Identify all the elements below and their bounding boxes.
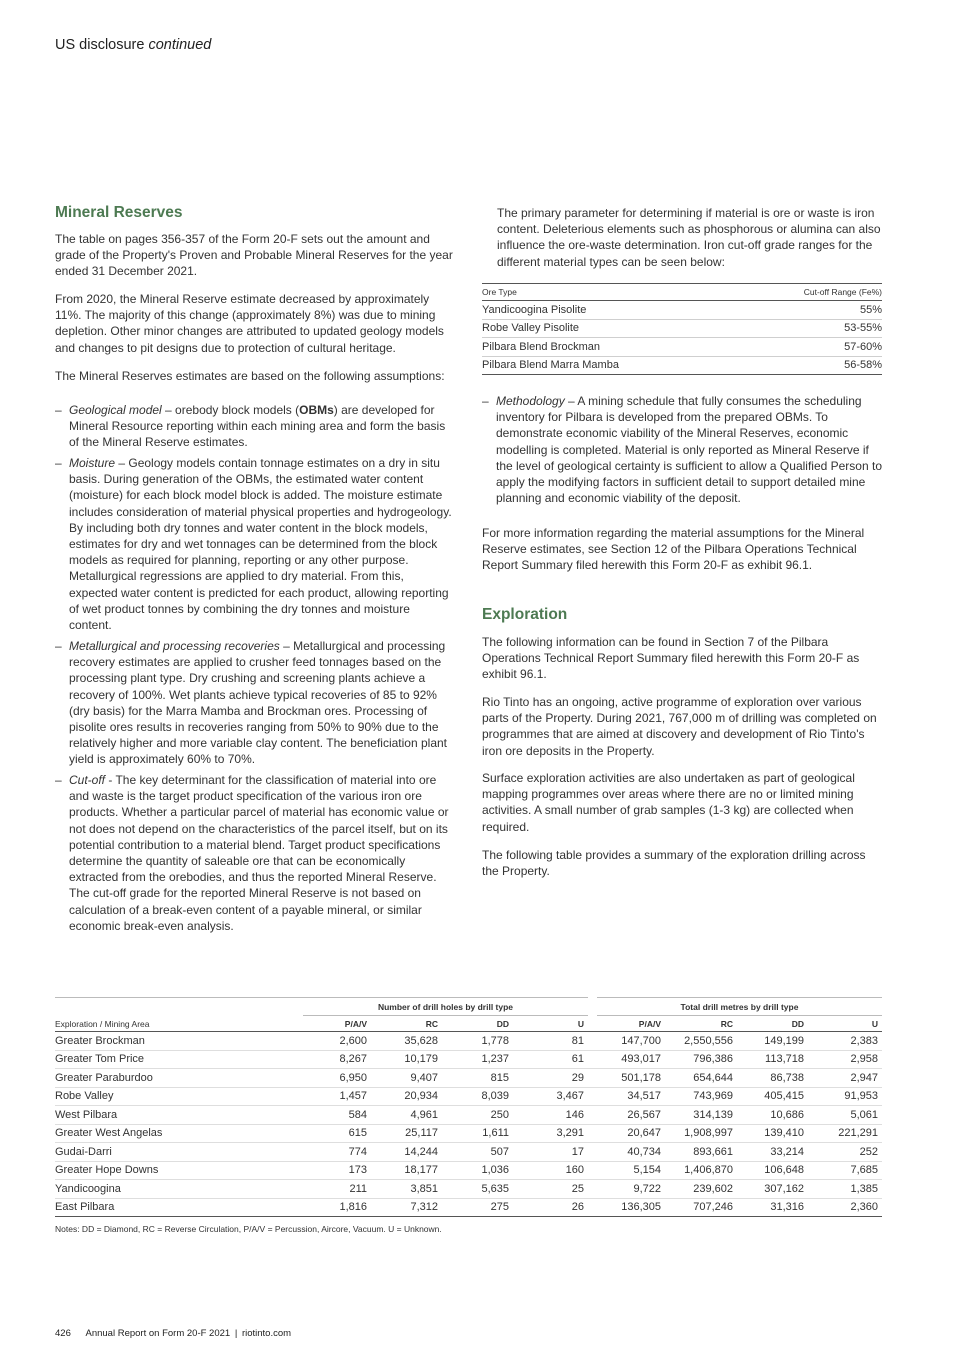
cutoff-ore-type: Pilbara Blend Brockman — [482, 338, 737, 357]
bullet-body: – Metallurgical and processing recovery estimates are applied to crusher feed tonnages based on the processing plant type. Dry crushing and screening plants achieve a recovery of 100%. Wet plants achieve typical recoveries of 85 to 92% (dry basis) for the Marra Mamba and Brockman ores. Processing of pisolite ores results in recoveries ranging from 50% to 90% due to the relatively higher and more variable clay content. The beneficiation plant yield is approximately 60% to 70%. — [69, 639, 447, 767]
bullet-term: Methodology — [496, 394, 565, 408]
drill-value-cell: 1,457 — [303, 1087, 371, 1106]
exploration-heading: Exploration — [482, 606, 568, 623]
drill-value-cell: 1,908,997 — [665, 1124, 737, 1143]
drill-value-cell: 2,600 — [303, 1032, 371, 1051]
bullet-text — [69, 402, 455, 451]
drill-value-cell: 405,415 — [737, 1087, 808, 1106]
drill-value-cell: 893,661 — [665, 1143, 737, 1162]
drill-area-cell: Yandicoogina — [55, 1180, 303, 1199]
cutoff-table-header-row — [482, 284, 882, 301]
cutoff-range: 55% — [737, 301, 882, 320]
drill-value-cell: 25 — [513, 1180, 588, 1199]
drill-value-cell: 29 — [513, 1069, 588, 1088]
drill-value-cell: 743,969 — [665, 1087, 737, 1106]
drill-value-cell: 173 — [303, 1161, 371, 1180]
bullet-text — [496, 393, 886, 506]
drill-area-cell: Greater Brockman — [55, 1032, 303, 1051]
drill-value-cell: 1,385 — [808, 1180, 882, 1199]
drill-value-cell: 31,316 — [737, 1198, 808, 1217]
drill-value-cell: 136,305 — [588, 1198, 665, 1217]
drill-area-cell: Greater West Angelas — [55, 1124, 303, 1143]
mineral-reserves-para-3: The Mineral Reserves estimates are based on the following assumptions: — [55, 369, 445, 383]
drill-value-cell: 1,611 — [442, 1124, 513, 1143]
drill-area-cell: Greater Hope Downs — [55, 1161, 303, 1180]
drill-value-cell: 17 — [513, 1143, 588, 1162]
drill-value-cell: 106,648 — [737, 1161, 808, 1180]
drill-value-cell: 815 — [442, 1069, 513, 1088]
drill-value-cell: 91,953 — [808, 1087, 882, 1106]
drill-value-cell: 501,178 — [588, 1069, 665, 1088]
drill-value-cell: 796,386 — [665, 1050, 737, 1069]
bullet-body: – A mining schedule that fully consumes the scheduling inventory for Pilbara is developed from the prepared OBMs. To demonstrate economic viability of the Mineral Reserves, economic modelling is completed. Material is only reported as Mineral Reserve if the level of geological certainty is sufficient to allow a Qualified Person to apply the modifying factors in sufficient detail to support detailed mine planning and economic viability of the deposit. — [496, 394, 882, 506]
drill-value-cell: 1,778 — [442, 1032, 513, 1051]
page-number: 426 — [55, 1328, 71, 1339]
drill-col-metres-rc: RC — [665, 1016, 737, 1032]
drill-value-cell: 14,244 — [371, 1143, 442, 1162]
cutoff-row — [482, 338, 882, 357]
drill-value-cell: 86,738 — [737, 1069, 808, 1088]
more-info-para: For more information regarding the material assumptions for the Mineral Reserve estimates, see Section 12 of the Pilbara Operations Technical Report Summary filed herewith this Form 20-F as exhibit 96.1. — [482, 526, 865, 573]
drill-value-cell: 5,635 — [442, 1180, 513, 1199]
drill-value-cell: 33,214 — [737, 1143, 808, 1162]
drill-value-cell: 20,647 — [588, 1124, 665, 1143]
bullet-text — [69, 638, 455, 768]
drill-value-cell: 3,467 — [513, 1087, 588, 1106]
drill-value-cell: 275 — [442, 1198, 513, 1217]
header-title: US disclosure — [55, 37, 145, 53]
drill-value-cell: 654,644 — [665, 1069, 737, 1088]
drill-area-cell: Gudai-Darri — [55, 1143, 303, 1162]
drill-value-cell: 81 — [513, 1032, 588, 1051]
exploration-para-1: The following information can be found in Section 7 of the Pilbara Operations Technical Report Summary filed herewith this Form 20-F as exhibit 96.1. — [482, 635, 860, 682]
drill-col-metres-dd: DD — [737, 1016, 808, 1032]
footer-site: riotinto.com — [241, 1328, 292, 1339]
bullet-dash: – — [55, 639, 62, 653]
drill-value-cell: 221,291 — [808, 1124, 882, 1143]
drill-value-cell: 40,734 — [588, 1143, 665, 1162]
drill-table-top-rule-left — [55, 997, 588, 998]
drill-value-cell: 1,036 — [442, 1161, 513, 1180]
bullet-text — [69, 772, 455, 934]
drill-area-cell: East Pilbara — [55, 1198, 303, 1217]
bullet-term: Cut-off — [69, 773, 106, 787]
header-title-suffix: continued — [148, 37, 212, 53]
drill-table-row — [55, 1143, 882, 1162]
drill-value-cell: 113,718 — [737, 1050, 808, 1069]
drill-value-cell: 584 — [303, 1106, 371, 1125]
drill-col-area: Exploration / Mining Area — [55, 1016, 303, 1032]
drill-table-row — [55, 1050, 882, 1069]
drill-area-cell: Robe Valley — [55, 1087, 303, 1106]
drill-value-cell: 34,517 — [588, 1087, 665, 1106]
bullet-dash: – — [55, 403, 62, 417]
drill-value-cell: 61 — [513, 1050, 588, 1069]
drill-value-cell: 2,550,556 — [665, 1032, 737, 1051]
drill-area-cell: West Pilbara — [55, 1106, 303, 1125]
drill-value-cell: 160 — [513, 1161, 588, 1180]
exploration-para-2: Rio Tinto has an ongoing, active programme of exploration over various parts of the Property. During 2021, 767,000 m of drilling was completed on programmes that are aimed at discovery and development of Rio Tinto's iron ore deposits in the Property. — [482, 695, 877, 758]
drill-value-cell: 707,246 — [665, 1198, 737, 1217]
drill-value-cell: 250 — [442, 1106, 513, 1125]
bullet-text — [69, 455, 455, 633]
drill-value-cell: 4,961 — [371, 1106, 442, 1125]
drill-value-cell: 8,039 — [442, 1087, 513, 1106]
cutoff-row — [482, 301, 882, 320]
bullet-body: - The key determinant for the classification of material into ore and waste is the target product specification of the various iron ore products. Whether a particular parcel of material has economic value or not does not depend on the characteristics of the parcel itself, but on its potential contribution to a material blend. Target product specifications determine the quantity of saleable ore that can be economically extracted from the orebodies, and thus the reported Mineral Reserve. The cut-off grade for the reported Mineral Reserve is not based on calculation of a break-even content of a payable mineral, or similar economic break-even analysis. — [69, 773, 449, 933]
drill-value-cell: 139,410 — [737, 1124, 808, 1143]
drill-value-cell: 7,312 — [371, 1198, 442, 1217]
drill-value-cell: 26,567 — [588, 1106, 665, 1125]
drill-table-row — [55, 1198, 882, 1217]
exploration-para-3: Surface exploration activities are also undertaken as part of geological mapping programmes over areas where there are no or limited mining activities. A small number of grab samples (1-3 kg) are collected when required. — [482, 771, 855, 834]
bullet-bold: OBMs — [299, 403, 334, 417]
drill-table-body — [55, 1032, 882, 1217]
cutoff-table — [482, 283, 882, 375]
drill-value-cell: 149,199 — [737, 1032, 808, 1051]
drill-area-cell: Greater Tom Price — [55, 1050, 303, 1069]
drill-col-metres-pav: P/A/V — [588, 1016, 665, 1032]
drill-table-row — [55, 1106, 882, 1125]
drill-value-cell: 1,816 — [303, 1198, 371, 1217]
cutoff-range: 57-60% — [737, 338, 882, 357]
drill-table-top-rule-right — [597, 997, 882, 998]
drill-table-row — [55, 1087, 882, 1106]
drill-value-cell: 615 — [303, 1124, 371, 1143]
cutoff-row — [482, 319, 882, 338]
exploration-para-4: The following table provides a summary of the exploration drilling across the Property. — [482, 848, 866, 879]
drill-value-cell: 211 — [303, 1180, 371, 1199]
drill-value-cell: 8,267 — [303, 1050, 371, 1069]
drill-col-holes-rc: RC — [371, 1016, 442, 1032]
cutoff-header-ore-type: Ore Type — [482, 287, 517, 297]
drill-value-cell: 3,291 — [513, 1124, 588, 1143]
cutoff-ore-type: Yandicoogina Pisolite — [482, 301, 737, 320]
drill-value-cell: 18,177 — [371, 1161, 442, 1180]
mineral-reserves-para-1: The table on pages 356-357 of the Form 20-F sets out the amount and grade of the Property's Proven and Probable Mineral Reserves for the year ended 31 December 2021. — [55, 232, 453, 279]
drill-value-cell: 20,934 — [371, 1087, 442, 1106]
cutoff-ore-type: Robe Valley Pisolite — [482, 319, 737, 338]
drill-value-cell: 10,179 — [371, 1050, 442, 1069]
drill-col-holes-pav: P/A/V — [303, 1016, 371, 1032]
cutoff-range: 56-58% — [737, 356, 882, 375]
bullet-term: Metallurgical and processing recoveries — [69, 639, 280, 653]
drill-value-cell: 314,139 — [665, 1106, 737, 1125]
drill-value-cell: 7,685 — [808, 1161, 882, 1180]
bullet-dash: – — [482, 394, 489, 408]
cutoff-range: 53-55% — [737, 319, 882, 338]
drill-value-cell: 3,851 — [371, 1180, 442, 1199]
drill-value-cell: 2,947 — [808, 1069, 882, 1088]
bullet-dash: – — [55, 456, 62, 470]
drill-value-cell: 9,407 — [371, 1069, 442, 1088]
drill-col-holes-dd: DD — [442, 1016, 513, 1032]
drill-table-row — [55, 1124, 882, 1143]
cutoff-intro-para: The primary parameter for determining if material is ore or waste is iron content. Deleterious elements such as phosphorous or alumina can also influence the ore-waste determination. Iron cut-off grade ranges for the different material types can be seen below: — [497, 206, 881, 269]
drill-area-cell: Greater Paraburdoo — [55, 1069, 303, 1088]
footer-report-title: Annual Report on Form 20-F 2021 — [85, 1328, 231, 1339]
bullet-text-post: ) are developed for Mineral Resource reporting within each mining area and form the basis of the Mineral Reserve estimates. — [69, 403, 446, 450]
bullet-body: – Geology models contain tonnage estimates on a dry in situ basis. During generation of the OBMs, the estimated water content (moisture) for each block model block is added. The moisture estimate includes consideration of material physical properties and hydrogeology. By including both dry tonnes and water content in the block models, estimates for dry and wet tonnages can be determined from the block models as required for planning, reporting or any other purpose. Metallurgical regressions are applied to dry material. From this, expected water content is predicted for each product, allowing reporting of wet product tonnes by combining the dry tonnes and moisture content. — [69, 456, 452, 633]
bullet-term: Moisture — [69, 456, 116, 470]
bullet-term: Geological model — [69, 403, 162, 417]
drill-value-cell: 35,628 — [371, 1032, 442, 1051]
cutoff-row — [482, 356, 882, 375]
bullet-text-pre: – orebody block models ( — [161, 403, 300, 417]
drill-value-cell: 26 — [513, 1198, 588, 1217]
drill-value-cell: 493,017 — [588, 1050, 665, 1069]
drill-value-cell: 774 — [303, 1143, 371, 1162]
drill-table-row — [55, 1161, 882, 1180]
mineral-reserves-para-2: From 2020, the Mineral Reserve estimate decreased by approximately 11%. The majority of this change (approximately 8%) was due to mining depletion. Other minor changes are attributed to updated geology models and changes to pit designs due to protection of cultural heritage. — [55, 292, 444, 355]
drill-value-cell: 507 — [442, 1143, 513, 1162]
drill-value-cell: 307,162 — [737, 1180, 808, 1199]
drill-value-cell: 252 — [808, 1143, 882, 1162]
drill-value-cell: 146 — [513, 1106, 588, 1125]
drill-value-cell: 2,958 — [808, 1050, 882, 1069]
drill-table-row — [55, 1032, 882, 1051]
drill-metres-group-header: Total drill metres by drill type — [680, 1002, 799, 1012]
page-header — [55, 37, 211, 53]
drill-value-cell: 10,686 — [737, 1106, 808, 1125]
drill-value-cell: 5,061 — [808, 1106, 882, 1125]
page-footer — [55, 1328, 291, 1339]
footer-divider: | — [234, 1328, 238, 1339]
drill-value-cell: 2,383 — [808, 1032, 882, 1051]
drill-value-cell: 6,950 — [303, 1069, 371, 1088]
drill-value-cell: 5,154 — [588, 1161, 665, 1180]
drill-table-header-row — [55, 1016, 882, 1032]
drill-table-notes: Notes: DD = Diamond, RC = Reverse Circulation, P/A/V = Percussion, Aircore, Vacuum. U = Unknown. — [55, 1224, 442, 1234]
drill-col-holes-u: U — [513, 1016, 588, 1032]
bullet-dash: – — [55, 773, 62, 787]
drill-table-row — [55, 1180, 882, 1199]
drill-value-cell: 1,406,870 — [665, 1161, 737, 1180]
drill-value-cell: 239,602 — [665, 1180, 737, 1199]
drill-value-cell: 2,360 — [808, 1198, 882, 1217]
cutoff-ore-type: Pilbara Blend Marra Mamba — [482, 356, 737, 375]
drill-table — [55, 1016, 882, 1217]
drill-holes-group-header: Number of drill holes by drill type — [377, 1002, 514, 1012]
mineral-reserves-heading: Mineral Reserves — [55, 204, 183, 221]
drill-value-cell: 9,722 — [588, 1180, 665, 1199]
drill-table-row — [55, 1069, 882, 1088]
drill-value-cell: 147,700 — [588, 1032, 665, 1051]
drill-value-cell: 1,237 — [442, 1050, 513, 1069]
drill-value-cell: 25,117 — [371, 1124, 442, 1143]
drill-col-metres-u: U — [808, 1016, 882, 1032]
cutoff-header-range: Cut-off Range (Fe%) — [803, 287, 882, 297]
